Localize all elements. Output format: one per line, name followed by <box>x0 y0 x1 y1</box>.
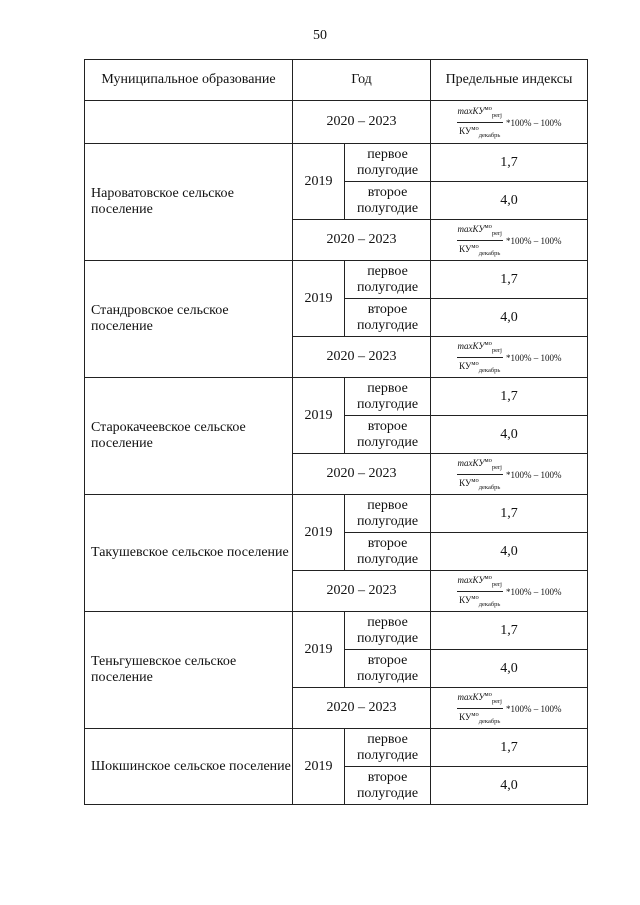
municipality-name: Стандровское сельское поселение <box>85 261 293 378</box>
formula-fraction <box>457 573 503 610</box>
year-range-cell: 2020 – 2023 <box>293 101 431 144</box>
formula-tail: *100% – 100% <box>505 117 562 128</box>
table-row <box>85 729 588 767</box>
year-cell: 2019 <box>293 261 345 337</box>
municipality-name: Старокачеевское сельское поселение <box>85 378 293 495</box>
index-value: 4,0 <box>431 416 588 454</box>
half-year-label: второе полугодие <box>345 533 431 571</box>
formula-fraction <box>457 104 503 141</box>
header-row <box>85 60 588 101</box>
municipality-cell-empty <box>85 101 293 144</box>
municipality-name: Теньгушевское сельское поселение <box>85 612 293 729</box>
formula-cell <box>431 337 588 378</box>
formula-tail: *100% – 100% <box>505 586 562 597</box>
half-year-label: первое полугодие <box>345 612 431 650</box>
table-row <box>85 101 588 144</box>
formula-cell <box>431 220 588 261</box>
formula-tail: *100% – 100% <box>505 703 562 714</box>
index-formula <box>457 339 562 376</box>
formula-cell <box>431 571 588 612</box>
table-row <box>85 378 588 416</box>
half-year-label: второе полугодие <box>345 767 431 805</box>
formula-denominator: $КУ^{мо}_{декабрь}$ <box>459 594 501 608</box>
half-year-label: первое полугодие <box>345 144 431 182</box>
index-formula <box>457 690 562 727</box>
formula-numerator: maxКУ$^{мо}_{реrj}$ <box>457 573 503 592</box>
year-range-cell: 2020 – 2023 <box>293 688 431 729</box>
formula-fraction <box>457 456 503 493</box>
formula-numerator: maxКУ$^{мо}_{реrj}$ <box>457 456 503 475</box>
formula-numerator: maxКУ$^{мо}_{реrj}$ <box>457 222 503 241</box>
formula-denominator: $КУ^{мо}_{декабрь}$ <box>459 477 501 491</box>
municipality-name: Такушевское сельское поселение <box>85 495 293 612</box>
year-cell: 2019 <box>293 378 345 454</box>
formula-cell <box>431 101 588 144</box>
half-year-label: первое полугодие <box>345 729 431 767</box>
year-cell: 2019 <box>293 495 345 571</box>
formula-cell <box>431 454 588 495</box>
indices-table <box>84 59 588 805</box>
header-municipality: Муниципальное образование <box>85 60 293 101</box>
formula-denominator: $КУ^{мо}_{декабрь}$ <box>459 711 501 725</box>
table-row <box>85 144 588 182</box>
formula-numerator: maxКУ$^{мо}_{реrj}$ <box>457 339 503 358</box>
formula-fraction <box>457 690 503 727</box>
index-formula <box>457 573 562 610</box>
year-cell: 2019 <box>293 612 345 688</box>
index-value: 4,0 <box>431 182 588 220</box>
year-cell: 2019 <box>293 144 345 220</box>
formula-denominator: $КУ^{мо}_{декабрь}$ <box>459 360 501 374</box>
half-year-label: второе полугодие <box>345 650 431 688</box>
index-value: 1,7 <box>431 729 588 767</box>
year-range-cell: 2020 – 2023 <box>293 571 431 612</box>
formula-fraction <box>457 339 503 376</box>
index-formula <box>457 456 562 493</box>
year-range-cell: 2020 – 2023 <box>293 220 431 261</box>
year-cell: 2019 <box>293 729 345 805</box>
index-value: 1,7 <box>431 612 588 650</box>
year-range-cell: 2020 – 2023 <box>293 454 431 495</box>
page-number: 50 <box>313 28 327 43</box>
table-row <box>85 612 588 650</box>
header-year: Год <box>293 60 431 101</box>
year-range-cell: 2020 – 2023 <box>293 337 431 378</box>
municipality-name: Нароватовское сельское поселение <box>85 144 293 261</box>
formula-fraction <box>457 222 503 259</box>
formula-denominator: $КУ^{мо}_{декабрь}$ <box>459 243 501 257</box>
half-year-label: второе полугодие <box>345 416 431 454</box>
index-value: 4,0 <box>431 650 588 688</box>
index-value: 1,7 <box>431 495 588 533</box>
index-value: 4,0 <box>431 767 588 805</box>
index-value: 1,7 <box>431 378 588 416</box>
formula-cell <box>431 688 588 729</box>
municipality-name: Шокшинское сельское поселение <box>85 729 293 805</box>
half-year-label: второе полугодие <box>345 182 431 220</box>
index-value: 1,7 <box>431 261 588 299</box>
index-formula <box>457 104 562 141</box>
index-formula <box>457 222 562 259</box>
half-year-label: первое полугодие <box>345 495 431 533</box>
formula-numerator: maxКУ$^{мо}_{реrj}$ <box>457 690 503 709</box>
header-indices: Предельные индексы <box>431 60 588 101</box>
index-value: 4,0 <box>431 299 588 337</box>
formula-tail: *100% – 100% <box>505 235 562 246</box>
table-row <box>85 261 588 299</box>
formula-numerator: maxКУ$^{мо}_{реrj}$ <box>457 104 503 123</box>
half-year-label: второе полугодие <box>345 299 431 337</box>
half-year-label: первое полугодие <box>345 378 431 416</box>
index-value: 4,0 <box>431 533 588 571</box>
formula-denominator: $КУ^{мо}_{декабрь}$ <box>459 125 501 139</box>
formula-tail: *100% – 100% <box>505 469 562 480</box>
table-row <box>85 495 588 533</box>
index-value: 1,7 <box>431 144 588 182</box>
formula-tail: *100% – 100% <box>505 352 562 363</box>
half-year-label: первое полугодие <box>345 261 431 299</box>
